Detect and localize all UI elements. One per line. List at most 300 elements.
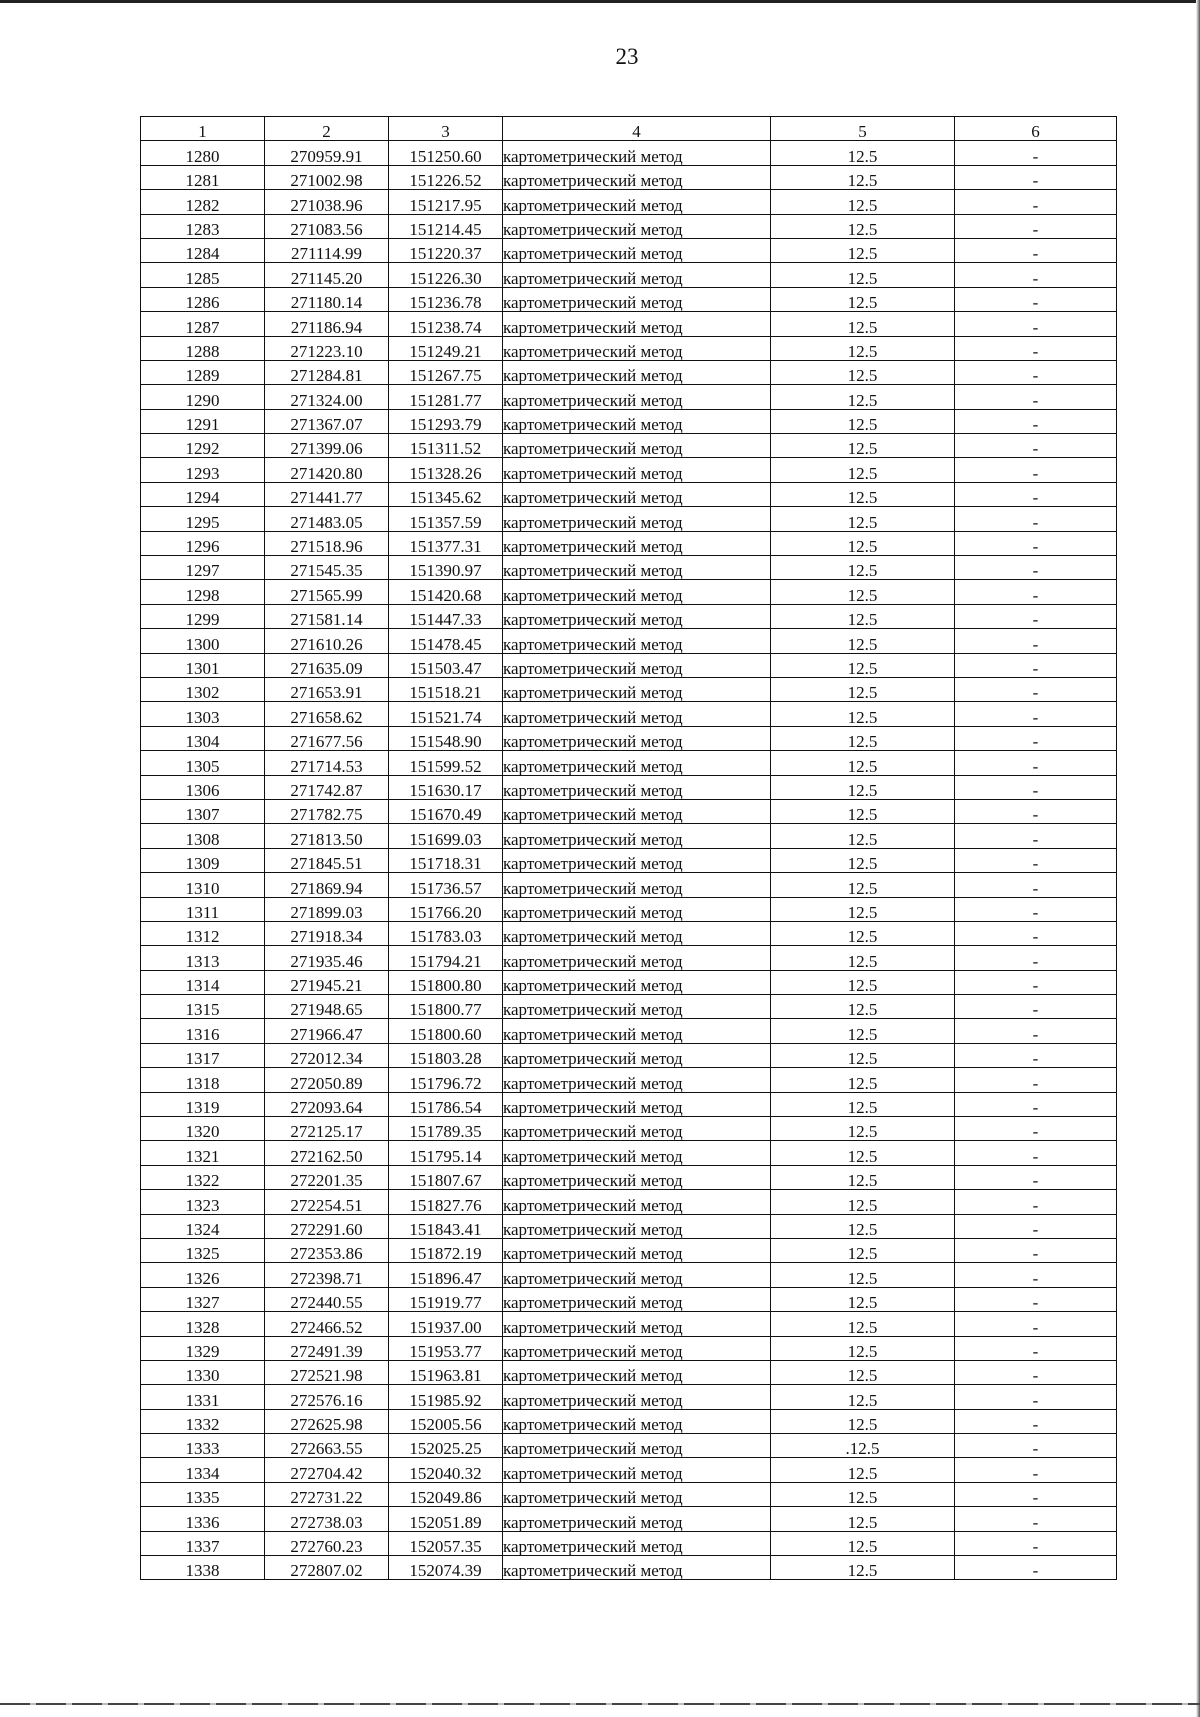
table-row	[141, 141, 1117, 165]
method-cell: картометрический метод	[503, 604, 771, 628]
x-coordinate-cell: 271966.47	[265, 1019, 389, 1043]
method-cell: картометрический метод	[503, 775, 771, 799]
table-row	[141, 1556, 1117, 1580]
x-coordinate-cell: 272731.22	[265, 1482, 389, 1506]
method-cell: картометрический метод	[503, 336, 771, 360]
accuracy-cell: 12.5	[771, 1238, 955, 1262]
method-cell: картометрический метод	[503, 799, 771, 823]
method-cell: картометрический метод	[503, 1141, 771, 1165]
point-number-cell: 1294	[141, 482, 265, 506]
method-cell: картометрический метод	[503, 726, 771, 750]
method-cell: картометрический метод	[503, 1263, 771, 1287]
x-coordinate-cell: 271038.96	[265, 190, 389, 214]
note-cell: -	[955, 385, 1117, 409]
table-row	[141, 1409, 1117, 1433]
table-row	[141, 848, 1117, 872]
method-cell: картометрический метод	[503, 507, 771, 531]
point-number-cell: 1287	[141, 312, 265, 336]
table-row	[141, 1238, 1117, 1262]
accuracy-cell: 12.5	[771, 946, 955, 970]
y-coordinate-cell: 151377.31	[389, 531, 503, 555]
page-number: 23	[615, 44, 639, 69]
method-cell: картометрический метод	[503, 580, 771, 604]
note-cell: -	[955, 263, 1117, 287]
x-coordinate-cell: 271114.99	[265, 238, 389, 262]
x-coordinate-cell: 271581.14	[265, 604, 389, 628]
note-cell: -	[955, 287, 1117, 311]
y-coordinate-cell: 151937.00	[389, 1312, 503, 1336]
x-coordinate-cell: 271545.35	[265, 556, 389, 580]
method-cell: картометрический метод	[503, 1482, 771, 1506]
method-cell: картометрический метод	[503, 1336, 771, 1360]
accuracy-cell: 12.5	[771, 336, 955, 360]
x-coordinate-cell: 271399.06	[265, 434, 389, 458]
method-cell: картометрический метод	[503, 946, 771, 970]
point-number-cell: 1280	[141, 141, 265, 165]
note-cell: -	[955, 1507, 1117, 1531]
method-cell: картометрический метод	[503, 677, 771, 701]
point-number-cell: 1307	[141, 799, 265, 823]
accuracy-cell: 12.5	[771, 1482, 955, 1506]
accuracy-cell: 12.5	[771, 970, 955, 994]
note-cell: -	[955, 434, 1117, 458]
method-cell: картометрический метод	[503, 482, 771, 506]
point-number-cell: 1283	[141, 214, 265, 238]
scan-edge-right	[1196, 0, 1200, 1717]
accuracy-cell: 12.5	[771, 312, 955, 336]
method-cell: картометрический метод	[503, 848, 771, 872]
method-cell: картометрический метод	[503, 629, 771, 653]
y-coordinate-cell: 151919.77	[389, 1287, 503, 1311]
point-number-cell: 1295	[141, 507, 265, 531]
method-cell: картометрический метод	[503, 1458, 771, 1482]
note-cell: -	[955, 1434, 1117, 1458]
note-cell: -	[955, 970, 1117, 994]
note-cell: -	[955, 1092, 1117, 1116]
point-number-cell: 1303	[141, 702, 265, 726]
method-cell: картометрический метод	[503, 531, 771, 555]
table-row	[141, 1190, 1117, 1214]
method-cell: картометрический метод	[503, 1238, 771, 1262]
table-row	[141, 1092, 1117, 1116]
scan-edge-bottom	[0, 1703, 1200, 1705]
point-number-cell: 1316	[141, 1019, 265, 1043]
note-cell: -	[955, 1336, 1117, 1360]
method-cell: картометрический метод	[503, 214, 771, 238]
note-cell: -	[955, 1068, 1117, 1092]
point-number-cell: 1321	[141, 1141, 265, 1165]
column-header: 5	[771, 117, 955, 141]
y-coordinate-cell: 151699.03	[389, 824, 503, 848]
method-cell: картометрический метод	[503, 1312, 771, 1336]
table-row	[141, 531, 1117, 555]
column-header: 6	[955, 117, 1117, 141]
y-coordinate-cell: 151214.45	[389, 214, 503, 238]
table-row	[141, 629, 1117, 653]
x-coordinate-cell: 271714.53	[265, 751, 389, 775]
note-cell: -	[955, 312, 1117, 336]
method-cell: картометрический метод	[503, 1092, 771, 1116]
table-row	[141, 336, 1117, 360]
x-coordinate-cell: 271324.00	[265, 385, 389, 409]
y-coordinate-cell: 152049.86	[389, 1482, 503, 1506]
table-row	[141, 409, 1117, 433]
y-coordinate-cell: 151800.80	[389, 970, 503, 994]
table-row	[141, 385, 1117, 409]
note-cell: -	[955, 873, 1117, 897]
x-coordinate-cell: 272521.98	[265, 1360, 389, 1384]
note-cell: -	[955, 214, 1117, 238]
y-coordinate-cell: 151795.14	[389, 1141, 503, 1165]
accuracy-cell: 12.5	[771, 1458, 955, 1482]
method-cell: картометрический метод	[503, 1385, 771, 1409]
point-number-cell: 1338	[141, 1556, 265, 1580]
method-cell: картометрический метод	[503, 434, 771, 458]
x-coordinate-cell: 271284.81	[265, 360, 389, 384]
y-coordinate-cell: 151800.77	[389, 995, 503, 1019]
table-body	[141, 117, 1117, 1580]
point-number-cell: 1293	[141, 458, 265, 482]
point-number-cell: 1300	[141, 629, 265, 653]
accuracy-cell: 12.5	[771, 629, 955, 653]
x-coordinate-cell: 271565.99	[265, 580, 389, 604]
accuracy-cell: 12.5	[771, 1531, 955, 1555]
y-coordinate-cell: 151807.67	[389, 1165, 503, 1189]
note-cell: -	[955, 1385, 1117, 1409]
accuracy-cell: 12.5	[771, 1141, 955, 1165]
point-number-cell: 1319	[141, 1092, 265, 1116]
point-number-cell: 1330	[141, 1360, 265, 1384]
note-cell: -	[955, 677, 1117, 701]
x-coordinate-cell: 271935.46	[265, 946, 389, 970]
y-coordinate-cell: 151249.21	[389, 336, 503, 360]
x-coordinate-cell: 272760.23	[265, 1531, 389, 1555]
note-cell: -	[955, 580, 1117, 604]
y-coordinate-cell: 152051.89	[389, 1507, 503, 1531]
point-number-cell: 1315	[141, 995, 265, 1019]
method-cell: картометрический метод	[503, 1287, 771, 1311]
y-coordinate-cell: 151985.92	[389, 1385, 503, 1409]
point-number-cell: 1284	[141, 238, 265, 262]
x-coordinate-cell: 271899.03	[265, 897, 389, 921]
point-number-cell: 1336	[141, 1507, 265, 1531]
accuracy-cell: 12.5	[771, 1117, 955, 1141]
y-coordinate-cell: 151328.26	[389, 458, 503, 482]
note-cell: -	[955, 1165, 1117, 1189]
point-number-cell: 1309	[141, 848, 265, 872]
accuracy-cell: 12.5	[771, 1507, 955, 1531]
method-cell: картометрический метод	[503, 1117, 771, 1141]
x-coordinate-cell: 272466.52	[265, 1312, 389, 1336]
method-cell: картометрический метод	[503, 1434, 771, 1458]
x-coordinate-cell: 271145.20	[265, 263, 389, 287]
accuracy-cell: 12.5	[771, 1287, 955, 1311]
x-coordinate-cell: 271677.56	[265, 726, 389, 750]
note-cell: -	[955, 482, 1117, 506]
method-cell: картометрический метод	[503, 653, 771, 677]
x-coordinate-cell: 272625.98	[265, 1409, 389, 1433]
x-coordinate-cell: 271180.14	[265, 287, 389, 311]
accuracy-cell: 12.5	[771, 1068, 955, 1092]
x-coordinate-cell: 271186.94	[265, 312, 389, 336]
method-cell: картометрический метод	[503, 1507, 771, 1531]
method-cell: картометрический метод	[503, 1409, 771, 1433]
note-cell: -	[955, 1531, 1117, 1555]
accuracy-cell: 12.5	[771, 360, 955, 384]
table-row	[141, 775, 1117, 799]
column-header: 4	[503, 117, 771, 141]
method-cell: картометрический метод	[503, 165, 771, 189]
y-coordinate-cell: 151548.90	[389, 726, 503, 750]
x-coordinate-cell: 272807.02	[265, 1556, 389, 1580]
accuracy-cell: 12.5	[771, 995, 955, 1019]
note-cell: -	[955, 1312, 1117, 1336]
method-cell: картометрический метод	[503, 263, 771, 287]
y-coordinate-cell: 151236.78	[389, 287, 503, 311]
x-coordinate-cell: 272398.71	[265, 1263, 389, 1287]
table-row	[141, 482, 1117, 506]
table-header-row	[141, 117, 1117, 141]
method-cell: картометрический метод	[503, 751, 771, 775]
point-number-cell: 1324	[141, 1214, 265, 1238]
table-row	[141, 1287, 1117, 1311]
x-coordinate-cell: 271002.98	[265, 165, 389, 189]
x-coordinate-cell: 272353.86	[265, 1238, 389, 1262]
table-row	[141, 312, 1117, 336]
point-number-cell: 1334	[141, 1458, 265, 1482]
method-cell: картометрический метод	[503, 287, 771, 311]
method-cell: картометрический метод	[503, 312, 771, 336]
accuracy-cell: 12.5	[771, 580, 955, 604]
y-coordinate-cell: 152005.56	[389, 1409, 503, 1433]
table-row	[141, 995, 1117, 1019]
table-row	[141, 946, 1117, 970]
point-number-cell: 1297	[141, 556, 265, 580]
y-coordinate-cell: 151390.97	[389, 556, 503, 580]
table-row	[141, 799, 1117, 823]
x-coordinate-cell: 271083.56	[265, 214, 389, 238]
method-cell: картометрический метод	[503, 1556, 771, 1580]
x-coordinate-cell: 272738.03	[265, 1507, 389, 1531]
y-coordinate-cell: 151803.28	[389, 1043, 503, 1067]
y-coordinate-cell: 151789.35	[389, 1117, 503, 1141]
y-coordinate-cell: 151503.47	[389, 653, 503, 677]
table-row	[141, 1043, 1117, 1067]
y-coordinate-cell: 151630.17	[389, 775, 503, 799]
note-cell: -	[955, 1019, 1117, 1043]
point-number-cell: 1317	[141, 1043, 265, 1067]
table-row	[141, 726, 1117, 750]
table-row	[141, 165, 1117, 189]
table-row	[141, 1214, 1117, 1238]
point-number-cell: 1311	[141, 897, 265, 921]
point-number-cell: 1310	[141, 873, 265, 897]
accuracy-cell: 12.5	[771, 287, 955, 311]
note-cell: -	[955, 1117, 1117, 1141]
x-coordinate-cell: 271782.75	[265, 799, 389, 823]
accuracy-cell: 12.5	[771, 214, 955, 238]
y-coordinate-cell: 152040.32	[389, 1458, 503, 1482]
method-cell: картометрический метод	[503, 141, 771, 165]
table-row	[141, 263, 1117, 287]
y-coordinate-cell: 151786.54	[389, 1092, 503, 1116]
accuracy-cell: 12.5	[771, 458, 955, 482]
column-header: 1	[141, 117, 265, 141]
x-coordinate-cell: 271918.34	[265, 921, 389, 945]
accuracy-cell: 12.5	[771, 799, 955, 823]
note-cell: -	[955, 1360, 1117, 1384]
note-cell: -	[955, 702, 1117, 726]
y-coordinate-cell: 151670.49	[389, 799, 503, 823]
x-coordinate-cell: 271658.62	[265, 702, 389, 726]
y-coordinate-cell: 151783.03	[389, 921, 503, 945]
table-row	[141, 604, 1117, 628]
note-cell: -	[955, 629, 1117, 653]
x-coordinate-cell: 272093.64	[265, 1092, 389, 1116]
accuracy-cell: 12.5	[771, 897, 955, 921]
note-cell: -	[955, 507, 1117, 531]
table-row	[141, 1117, 1117, 1141]
note-cell: -	[955, 190, 1117, 214]
accuracy-cell: 12.5	[771, 1385, 955, 1409]
point-number-cell: 1318	[141, 1068, 265, 1092]
note-cell: -	[955, 1287, 1117, 1311]
point-number-cell: 1296	[141, 531, 265, 555]
accuracy-cell: 12.5	[771, 1263, 955, 1287]
note-cell: -	[955, 458, 1117, 482]
table-row	[141, 556, 1117, 580]
accuracy-cell: 12.5	[771, 1190, 955, 1214]
table-row	[141, 1263, 1117, 1287]
point-number-cell: 1288	[141, 336, 265, 360]
point-number-cell: 1325	[141, 1238, 265, 1262]
x-coordinate-cell: 271367.07	[265, 409, 389, 433]
point-number-cell: 1314	[141, 970, 265, 994]
method-cell: картометрический метод	[503, 1068, 771, 1092]
accuracy-cell: 12.5	[771, 1043, 955, 1067]
table-row	[141, 897, 1117, 921]
accuracy-cell: 12.5	[771, 1092, 955, 1116]
point-number-cell: 1299	[141, 604, 265, 628]
y-coordinate-cell: 151827.76	[389, 1190, 503, 1214]
y-coordinate-cell: 152074.39	[389, 1556, 503, 1580]
accuracy-cell: 12.5	[771, 1214, 955, 1238]
y-coordinate-cell: 151281.77	[389, 385, 503, 409]
x-coordinate-cell: 270959.91	[265, 141, 389, 165]
accuracy-cell: 12.5	[771, 726, 955, 750]
table-row	[141, 1141, 1117, 1165]
note-cell: -	[955, 165, 1117, 189]
table-row	[141, 1165, 1117, 1189]
y-coordinate-cell: 151599.52	[389, 751, 503, 775]
y-coordinate-cell: 152057.35	[389, 1531, 503, 1555]
accuracy-cell: 12.5	[771, 1556, 955, 1580]
table-row	[141, 1531, 1117, 1555]
y-coordinate-cell: 151345.62	[389, 482, 503, 506]
note-cell: -	[955, 238, 1117, 262]
method-cell: картометрический метод	[503, 1190, 771, 1214]
accuracy-cell: 12.5	[771, 775, 955, 799]
point-number-cell: 1281	[141, 165, 265, 189]
table-row	[141, 1360, 1117, 1384]
note-cell: -	[955, 1043, 1117, 1067]
method-cell: картометрический метод	[503, 1214, 771, 1238]
x-coordinate-cell: 272491.39	[265, 1336, 389, 1360]
accuracy-cell: 12.5	[771, 1312, 955, 1336]
point-number-cell: 1329	[141, 1336, 265, 1360]
y-coordinate-cell: 151953.77	[389, 1336, 503, 1360]
point-number-cell: 1290	[141, 385, 265, 409]
x-coordinate-cell: 271869.94	[265, 873, 389, 897]
y-coordinate-cell: 151447.33	[389, 604, 503, 628]
method-cell: картометрический метод	[503, 1165, 771, 1189]
point-number-cell: 1333	[141, 1434, 265, 1458]
point-number-cell: 1292	[141, 434, 265, 458]
x-coordinate-cell: 271610.26	[265, 629, 389, 653]
note-cell: -	[955, 531, 1117, 555]
point-number-cell: 1327	[141, 1287, 265, 1311]
note-cell: -	[955, 921, 1117, 945]
accuracy-cell: 12.5	[771, 1165, 955, 1189]
x-coordinate-cell: 271948.65	[265, 995, 389, 1019]
y-coordinate-cell: 151226.30	[389, 263, 503, 287]
table-row	[141, 970, 1117, 994]
table-row	[141, 1336, 1117, 1360]
y-coordinate-cell: 151718.31	[389, 848, 503, 872]
accuracy-cell: 12.5	[771, 921, 955, 945]
y-coordinate-cell: 151311.52	[389, 434, 503, 458]
table-row	[141, 653, 1117, 677]
note-cell: -	[955, 726, 1117, 750]
y-coordinate-cell: 151896.47	[389, 1263, 503, 1287]
point-number-cell: 1306	[141, 775, 265, 799]
x-coordinate-cell: 271441.77	[265, 482, 389, 506]
accuracy-cell: 12.5	[771, 482, 955, 506]
x-coordinate-cell: 272254.51	[265, 1190, 389, 1214]
note-cell: -	[955, 1238, 1117, 1262]
x-coordinate-cell: 271420.80	[265, 458, 389, 482]
y-coordinate-cell: 151872.19	[389, 1238, 503, 1262]
x-coordinate-cell: 272291.60	[265, 1214, 389, 1238]
note-cell: -	[955, 799, 1117, 823]
x-coordinate-cell: 272440.55	[265, 1287, 389, 1311]
coordinates-table	[140, 116, 1117, 1580]
accuracy-cell: 12.5	[771, 531, 955, 555]
accuracy-cell: 12.5	[771, 507, 955, 531]
point-number-cell: 1320	[141, 1117, 265, 1141]
method-cell: картометрический метод	[503, 190, 771, 214]
method-cell: картометрический метод	[503, 1043, 771, 1067]
y-coordinate-cell: 151357.59	[389, 507, 503, 531]
method-cell: картометрический метод	[503, 897, 771, 921]
table-row	[141, 702, 1117, 726]
x-coordinate-cell: 272012.34	[265, 1043, 389, 1067]
note-cell: -	[955, 1556, 1117, 1580]
table-row	[141, 287, 1117, 311]
point-number-cell: 1308	[141, 824, 265, 848]
y-coordinate-cell: 151796.72	[389, 1068, 503, 1092]
x-coordinate-cell: 272576.16	[265, 1385, 389, 1409]
table-row	[141, 1385, 1117, 1409]
table-row	[141, 873, 1117, 897]
note-cell: -	[955, 848, 1117, 872]
y-coordinate-cell: 151794.21	[389, 946, 503, 970]
method-cell: картометрический метод	[503, 458, 771, 482]
point-number-cell: 1335	[141, 1482, 265, 1506]
x-coordinate-cell: 271653.91	[265, 677, 389, 701]
note-cell: -	[955, 1141, 1117, 1165]
method-cell: картометрический метод	[503, 921, 771, 945]
